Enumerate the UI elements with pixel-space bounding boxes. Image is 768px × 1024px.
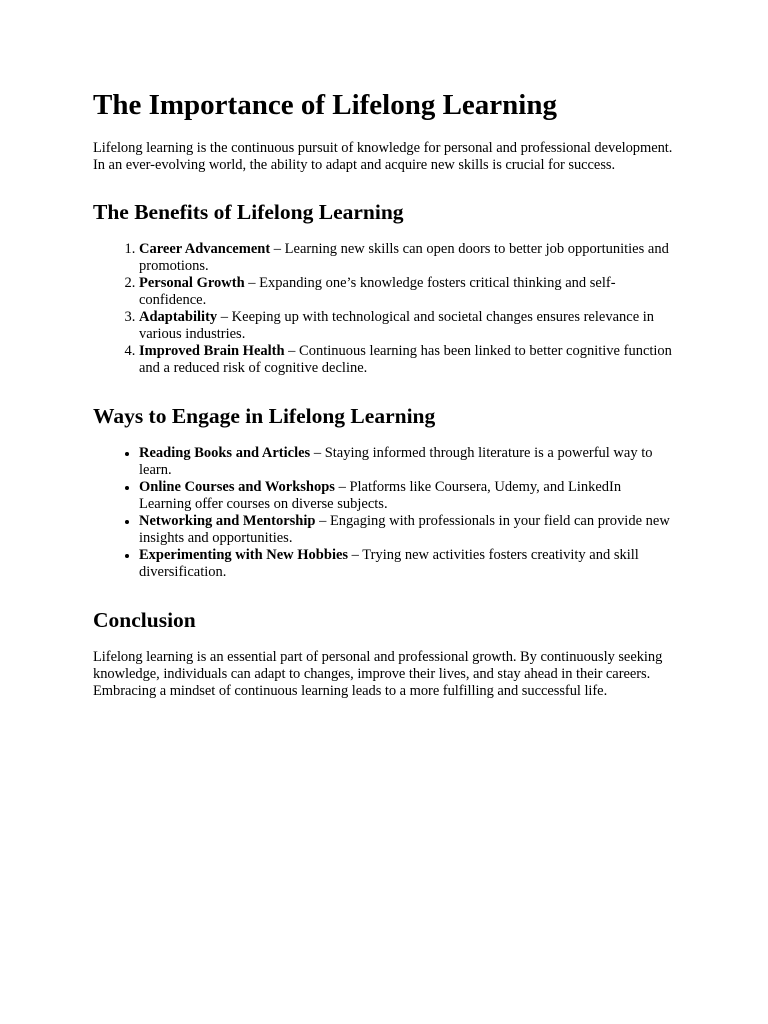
list-item-text: – Continuous learning has been linked to better cognitive function and a reduced risk of cognitive decline. bbox=[139, 343, 672, 376]
list-item bbox=[139, 445, 676, 479]
ways-heading: Ways to Engage in Lifelong Learning bbox=[93, 404, 436, 428]
list-item-term: Networking and Mentorship bbox=[139, 513, 316, 529]
list-item bbox=[139, 513, 676, 547]
list-item-text: – Trying new activities fosters creativity and skill diversification. bbox=[139, 547, 639, 580]
list-item bbox=[139, 343, 676, 377]
intro-paragraph: Lifelong learning is the continuous pursuit of knowledge for personal and professional development. In an ever-evolving world, the ability to adapt and acquire new skills is crucial for success. bbox=[93, 140, 673, 173]
list-item bbox=[139, 309, 676, 343]
list-item bbox=[139, 241, 676, 275]
list-item-text: – Engaging with professionals in your field can provide new insights and opportunities. bbox=[139, 513, 670, 546]
list-item-text: – Learning new skills can open doors to better job opportunities and promotions. bbox=[139, 241, 669, 274]
list-item-text: – Expanding one’s knowledge fosters critical thinking and self-confidence. bbox=[139, 275, 616, 308]
list-item-text: – Staying informed through literature is a powerful way to learn. bbox=[139, 445, 653, 478]
list-item bbox=[139, 547, 676, 581]
list-item-term: Reading Books and Articles bbox=[139, 445, 311, 461]
list-item-term: Experimenting with New Hobbies bbox=[139, 547, 349, 563]
conclusion-heading: Conclusion bbox=[93, 608, 196, 632]
list-item bbox=[139, 275, 676, 309]
conclusion-paragraph: Lifelong learning is an essential part of personal and professional growth. By continuously seeking knowledge, individuals can adapt to changes, improve their lives, and stay ahead in their careers. Embracing a mindset of continuous learning leads to a more fulfilling and successful life. bbox=[93, 649, 663, 699]
list-item-term: Online Courses and Workshops bbox=[139, 479, 335, 495]
list-item-term: Improved Brain Health bbox=[139, 343, 285, 359]
list-item bbox=[139, 479, 676, 513]
benefits-list bbox=[93, 241, 676, 377]
ways-list bbox=[93, 445, 676, 581]
list-item-term: Adaptability bbox=[139, 309, 218, 325]
benefits-heading: The Benefits of Lifelong Learning bbox=[93, 200, 404, 224]
list-item-text: – Keeping up with technological and societal changes ensures relevance in various industries. bbox=[139, 309, 655, 342]
list-item-text: – Platforms like Coursera, Udemy, and LinkedIn Learning offer courses on diverse subjects. bbox=[139, 479, 622, 512]
list-item-term: Career Advancement bbox=[139, 241, 271, 257]
page-title: The Importance of Lifelong Learning bbox=[93, 89, 557, 121]
list-item-term: Personal Growth bbox=[139, 275, 245, 291]
